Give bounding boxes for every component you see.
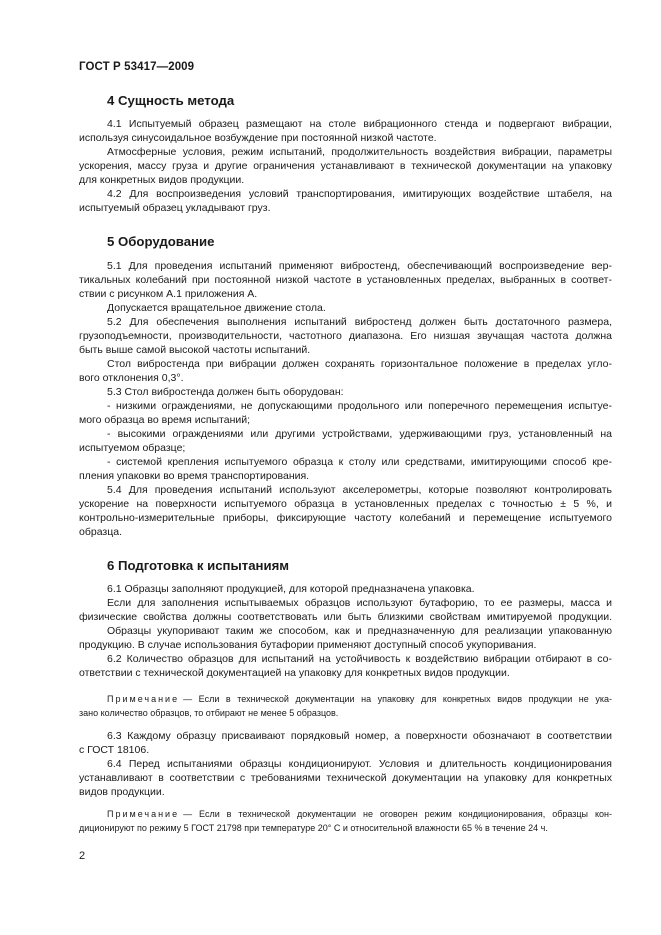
note-1-line-2: зано количество образцов, то отбирают не менее 5 образцов. [79,708,339,718]
text-line: тикальных колебаний при постоянной низкой частоте в установленных пределах, выбранных в соответ- [79,274,612,286]
text-line: ускорения, массу груза и другие ограничения устанавливают в технической документации на упаковку [79,160,612,172]
text-line: для конкретных видов продукции. [79,174,245,186]
text-line: Если для заполнения испытываемых образцов используют бутафорию, то ее размеры, масса и [107,597,612,609]
text-line: 4.1 Испытуемый образец размещают на столе вибрационного стенда и подвергают вибрации, [107,118,612,130]
text-line: Атмосферные условия, режим испытаний, продолжительность воздействия вибрации, параметры [107,146,612,158]
text-line: ответствии с технической документацией на упаковку для конкретных видов продукции. [79,667,510,679]
text-line: контрольно-измерительные приборы, фиксирующие частоту колебаний и перемещение испытуемого [79,512,612,524]
text-line: 6.3 Каждому образцу присваивают порядковый номер, а поверхности обозначают в соответствии [107,730,612,742]
section-4-heading: 4 Сущность метода [107,93,235,108]
text-line: устанавливают в соответствии с требованиями технической документации на упаковку для конкретных [79,772,612,784]
note-label: Примечание [107,694,180,704]
text-line: мого образца во время испытаний; [79,414,251,426]
text-line: Стол вибростенда при вибрации должен сохранять горизонтальное положение в пределах угло- [107,358,612,370]
text-line: - системой крепления испытуемого образца к столу или средствами, имитирующими способ кре- [107,456,612,468]
text-line: образца. [79,526,122,538]
section-5-heading: 5 Оборудование [107,234,215,249]
text-line: 4.2 Для воспроизведения условий транспортирования, имитирующих воздействие штабеля, на [107,188,612,200]
text-line: видов продукции. [79,786,165,798]
text-line: испытуемый образец укладывают груз. [79,202,271,214]
text-line: физические свойства должны соответствовать или быть близкими свойствам имитируемой продукции. [79,611,612,623]
text-line: 6.2 Количество образцов для испытаний на устойчивость к воздействию вибрации отбирают в со- [107,653,612,665]
text-line: ствии с рисунком А.1 приложения А. [79,288,258,300]
text-line: используя синусоидальное возбуждение при постоянной низкой частоте. [79,132,437,144]
text-line: ускорение на поверхности испытуемого образца в установленных пределах с точностью ± 5 %, и [79,498,612,510]
note-1-line-1 [107,692,612,706]
text-line: с ГОСТ 18106. [79,744,150,756]
text-line: - высокими ограждениями или другими устройствами, удерживающими груз, установленный на [107,428,612,440]
note-2-line-1 [107,807,612,821]
text-line: 5.2 Для обеспечения выполнения испытаний вибростенд должен быть достаточного размера, [107,316,612,328]
text-line: Образцы укупоривают таким же способом, как и предназначенную для реализации упакованную [107,625,612,637]
note-text: — Если в технической документации на упаковку для конкретных видов продукции не ука- [183,694,612,704]
text-line: грузоподъемности, производительности, частотного диапазона. Его низшая звучащая частота должна [79,330,612,342]
text-line: - низкими ограждениями, не допускающими продольного или поперечного перемещения испытуе- [107,400,612,412]
section-6-heading: 6 Подготовка к испытаниям [107,558,290,573]
text-line: 6.4 Перед испытаниями образцы кондиционируют. Условия и длительность кондиционирования [107,758,612,770]
text-line: вого отклонения 0,3°. [79,372,184,384]
document-header: ГОСТ Р 53417—2009 [79,61,195,73]
text-line: быть выше самой высокой частоты испытаний. [79,344,311,356]
text-line: 5.1 Для проведения испытаний применяют вибростенд, обеспечивающий воспроизведение вер- [107,260,612,272]
text-line: 5.3 Стол вибростенда должен быть оборудован: [107,386,344,398]
note-2-line-2: диционируют по режиму 5 ГОСТ 21798 при температуре 20° С и относительной влажности 65 % в течение 24 ч. [79,823,548,833]
note-label: Примечание [107,809,180,819]
note-text: — Если в технической документации не оговорен режим кондиционирования, образцы кон- [183,809,612,819]
page-number: 2 [79,850,86,862]
text-line: пления упаковки во время транспортирования. [79,470,310,482]
text-line: испытуемом образце; [79,442,186,454]
text-line: Допускается вращательное движение стола. [107,302,326,314]
text-line: 6.1 Образцы заполняют продукцией, для которой предназначена упаковка. [107,583,475,595]
text-line: 5.4 Для проведения испытаний используют акселерометры, которые позволяют контролировать [107,484,612,496]
text-line: продукцию. В случае использования бутафории применяют доступный способ укупоривания. [79,639,537,651]
